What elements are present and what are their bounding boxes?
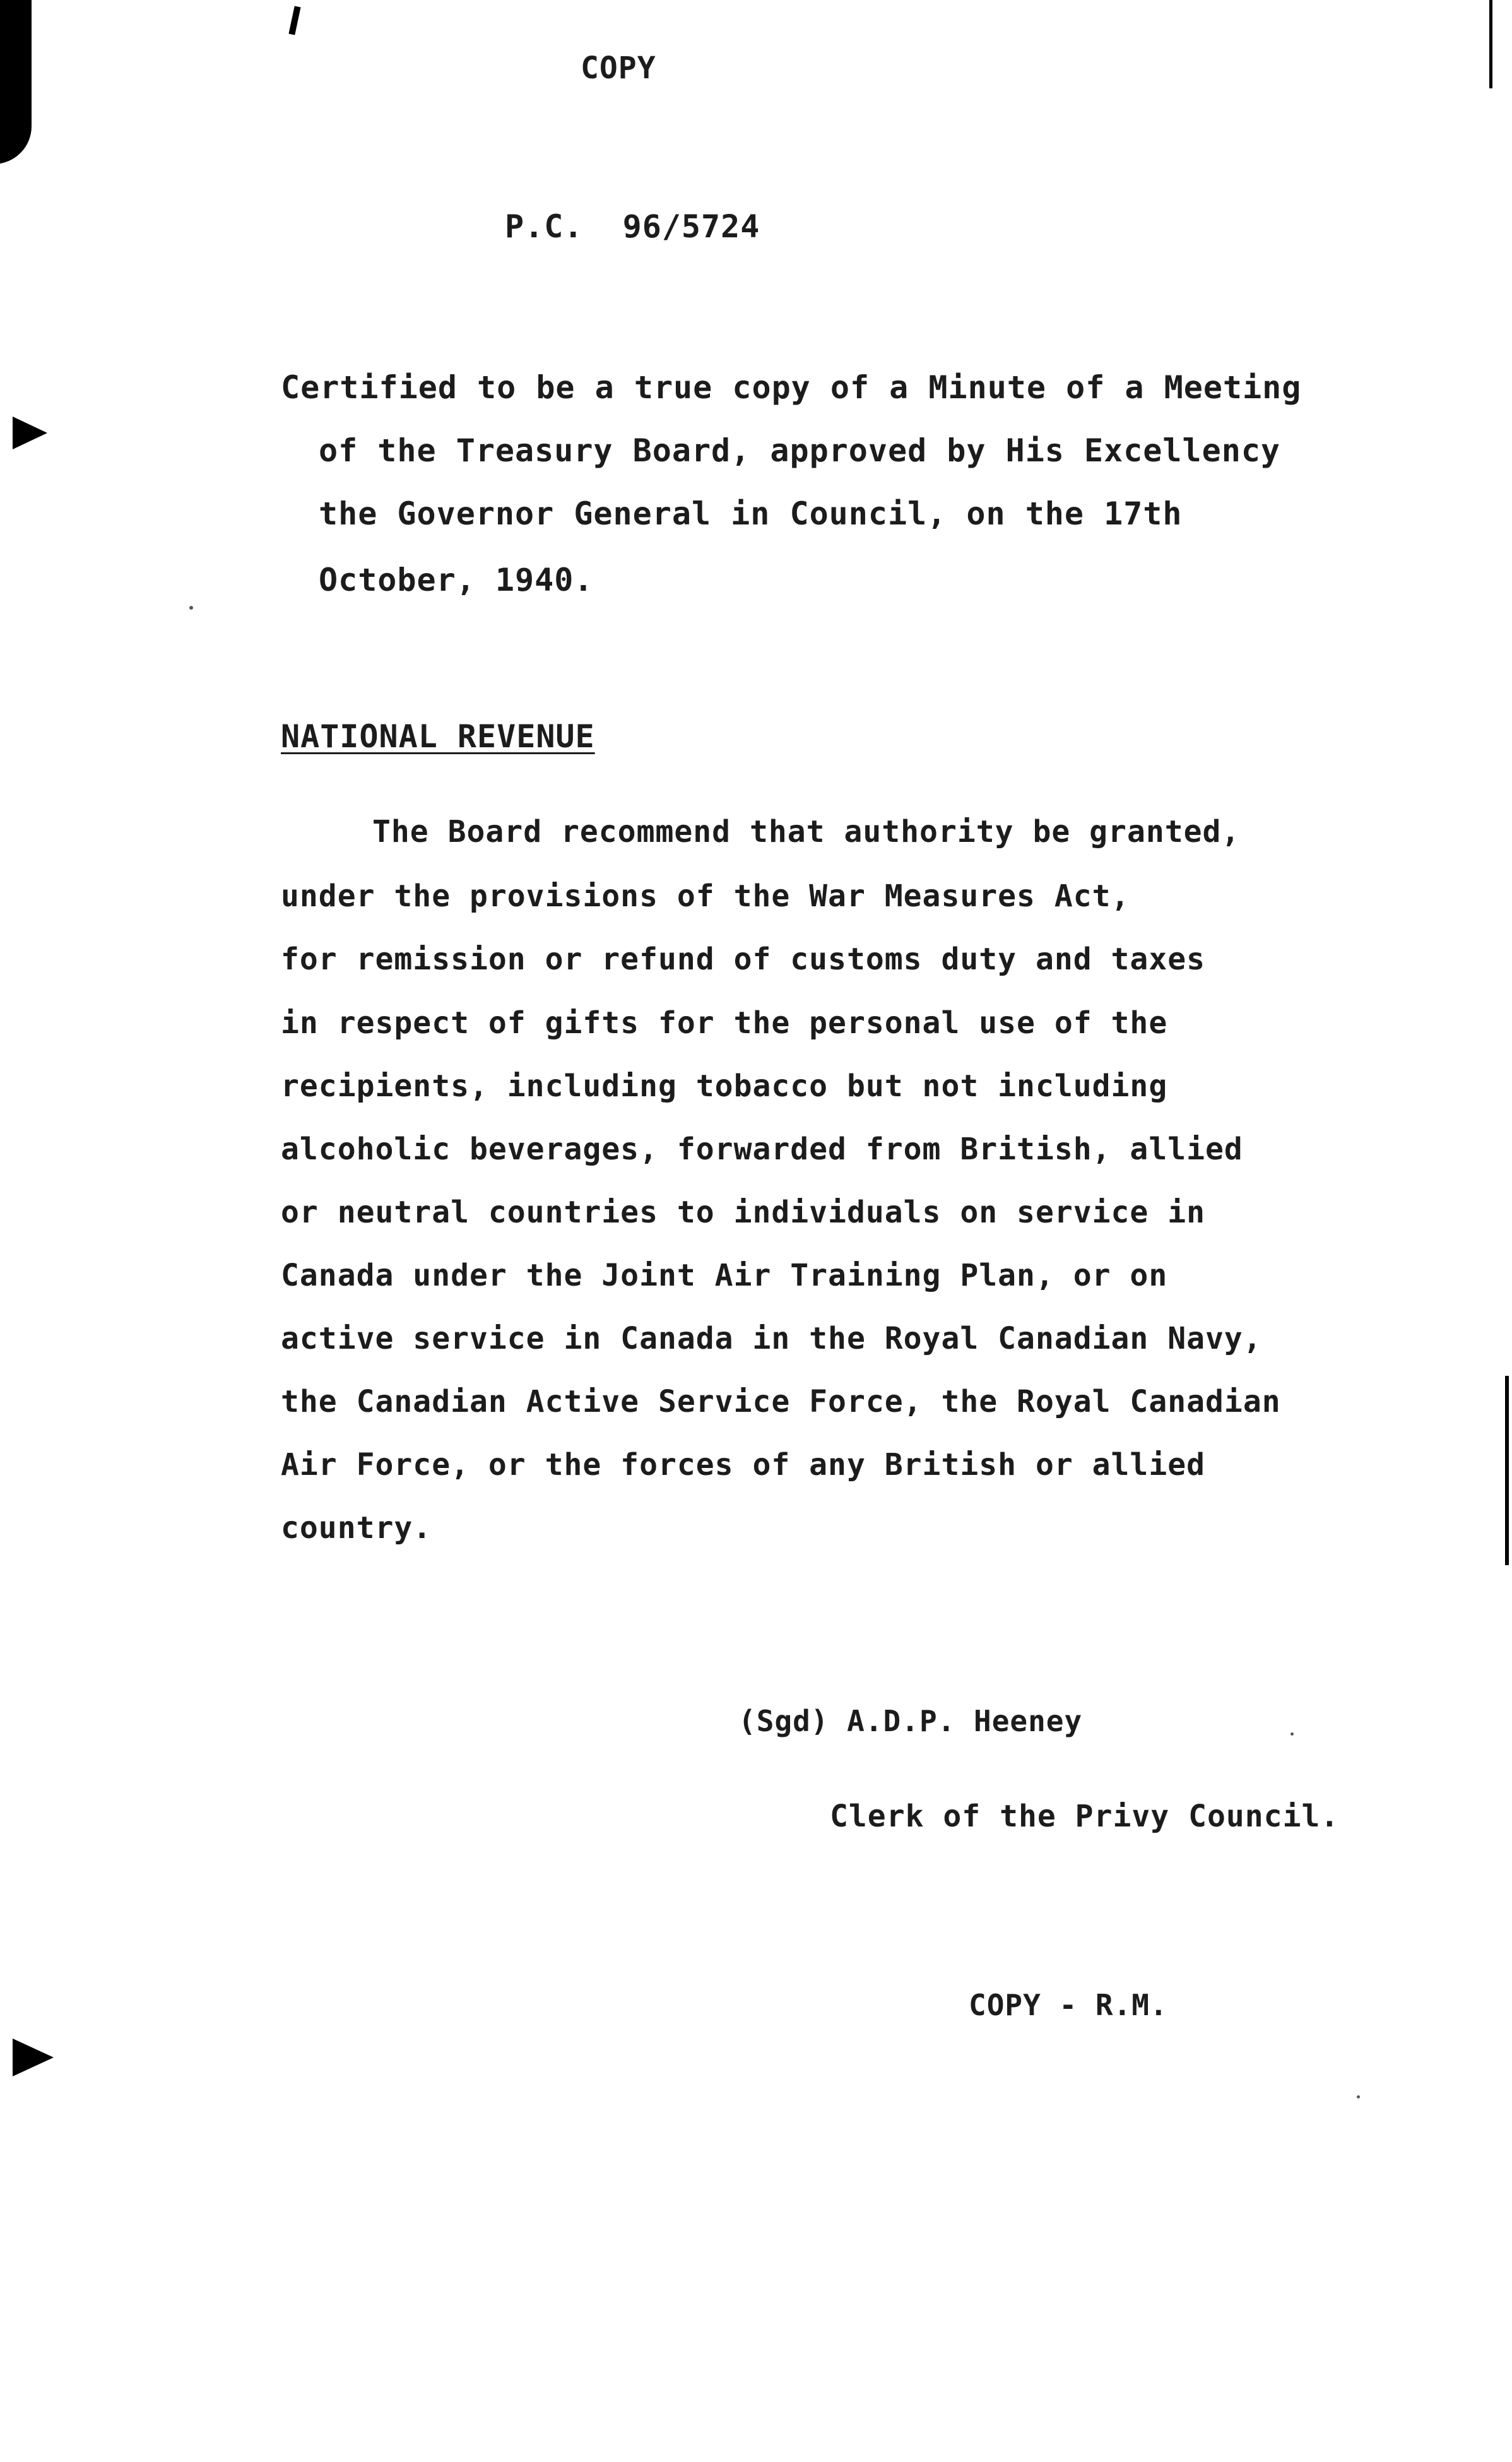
- body-line: for remission or refund of customs duty and taxes: [281, 942, 1206, 977]
- section-heading: NATIONAL REVENUE: [281, 718, 595, 755]
- body-line: country.: [281, 1510, 432, 1546]
- scan-speck: [189, 606, 193, 610]
- reference-number: P.C. 96/5724: [505, 208, 760, 245]
- body-line: Air Force, or the forces of any British or allied: [281, 1447, 1206, 1483]
- binder-hole-mark: [13, 2039, 54, 2076]
- body-line: recipients, including tobacco but not including: [281, 1068, 1168, 1104]
- body-line: active service in Canada in the Royal Canadian Navy,: [281, 1321, 1262, 1356]
- signature-line: (Sgd) A.D.P. Heeney: [738, 1704, 1083, 1738]
- scan-speck: [1357, 2095, 1360, 2098]
- scan-edge-shadow: [0, 0, 32, 164]
- body-line: the Canadian Active Service Force, the Royal Canadian: [281, 1384, 1281, 1419]
- body-line: The Board recommend that authority be granted,: [372, 814, 1241, 849]
- certification-line: October, 1940.: [319, 562, 594, 598]
- scan-edge-line: [1505, 1376, 1509, 1565]
- certification-line: Certified to be a true copy of a Minute of a Meeting: [281, 369, 1302, 406]
- body-line: alcoholic beverages, forwarded from British, allied: [281, 1132, 1243, 1167]
- scan-edge-line: [1489, 0, 1492, 88]
- copy-note: COPY - R.M.: [969, 1988, 1168, 2022]
- scan-speck: [1291, 1732, 1294, 1736]
- signatory-title: Clerk of the Privy Council.: [830, 1799, 1340, 1834]
- body-line: or neutral countries to individuals on service in: [281, 1195, 1206, 1230]
- body-line: in respect of gifts for the personal use of the: [281, 1005, 1168, 1041]
- scan-mark: [288, 6, 300, 35]
- body-line: Canada under the Joint Air Training Plan, or on: [281, 1258, 1168, 1293]
- binder-hole-mark: [13, 417, 47, 449]
- body-line: under the provisions of the War Measures Act,: [281, 879, 1130, 914]
- document-header: COPY: [581, 50, 656, 86]
- certification-line: the Governor General in Council, on the 17th: [319, 495, 1183, 532]
- certification-line: of the Treasury Board, approved by His Excellency: [319, 432, 1281, 469]
